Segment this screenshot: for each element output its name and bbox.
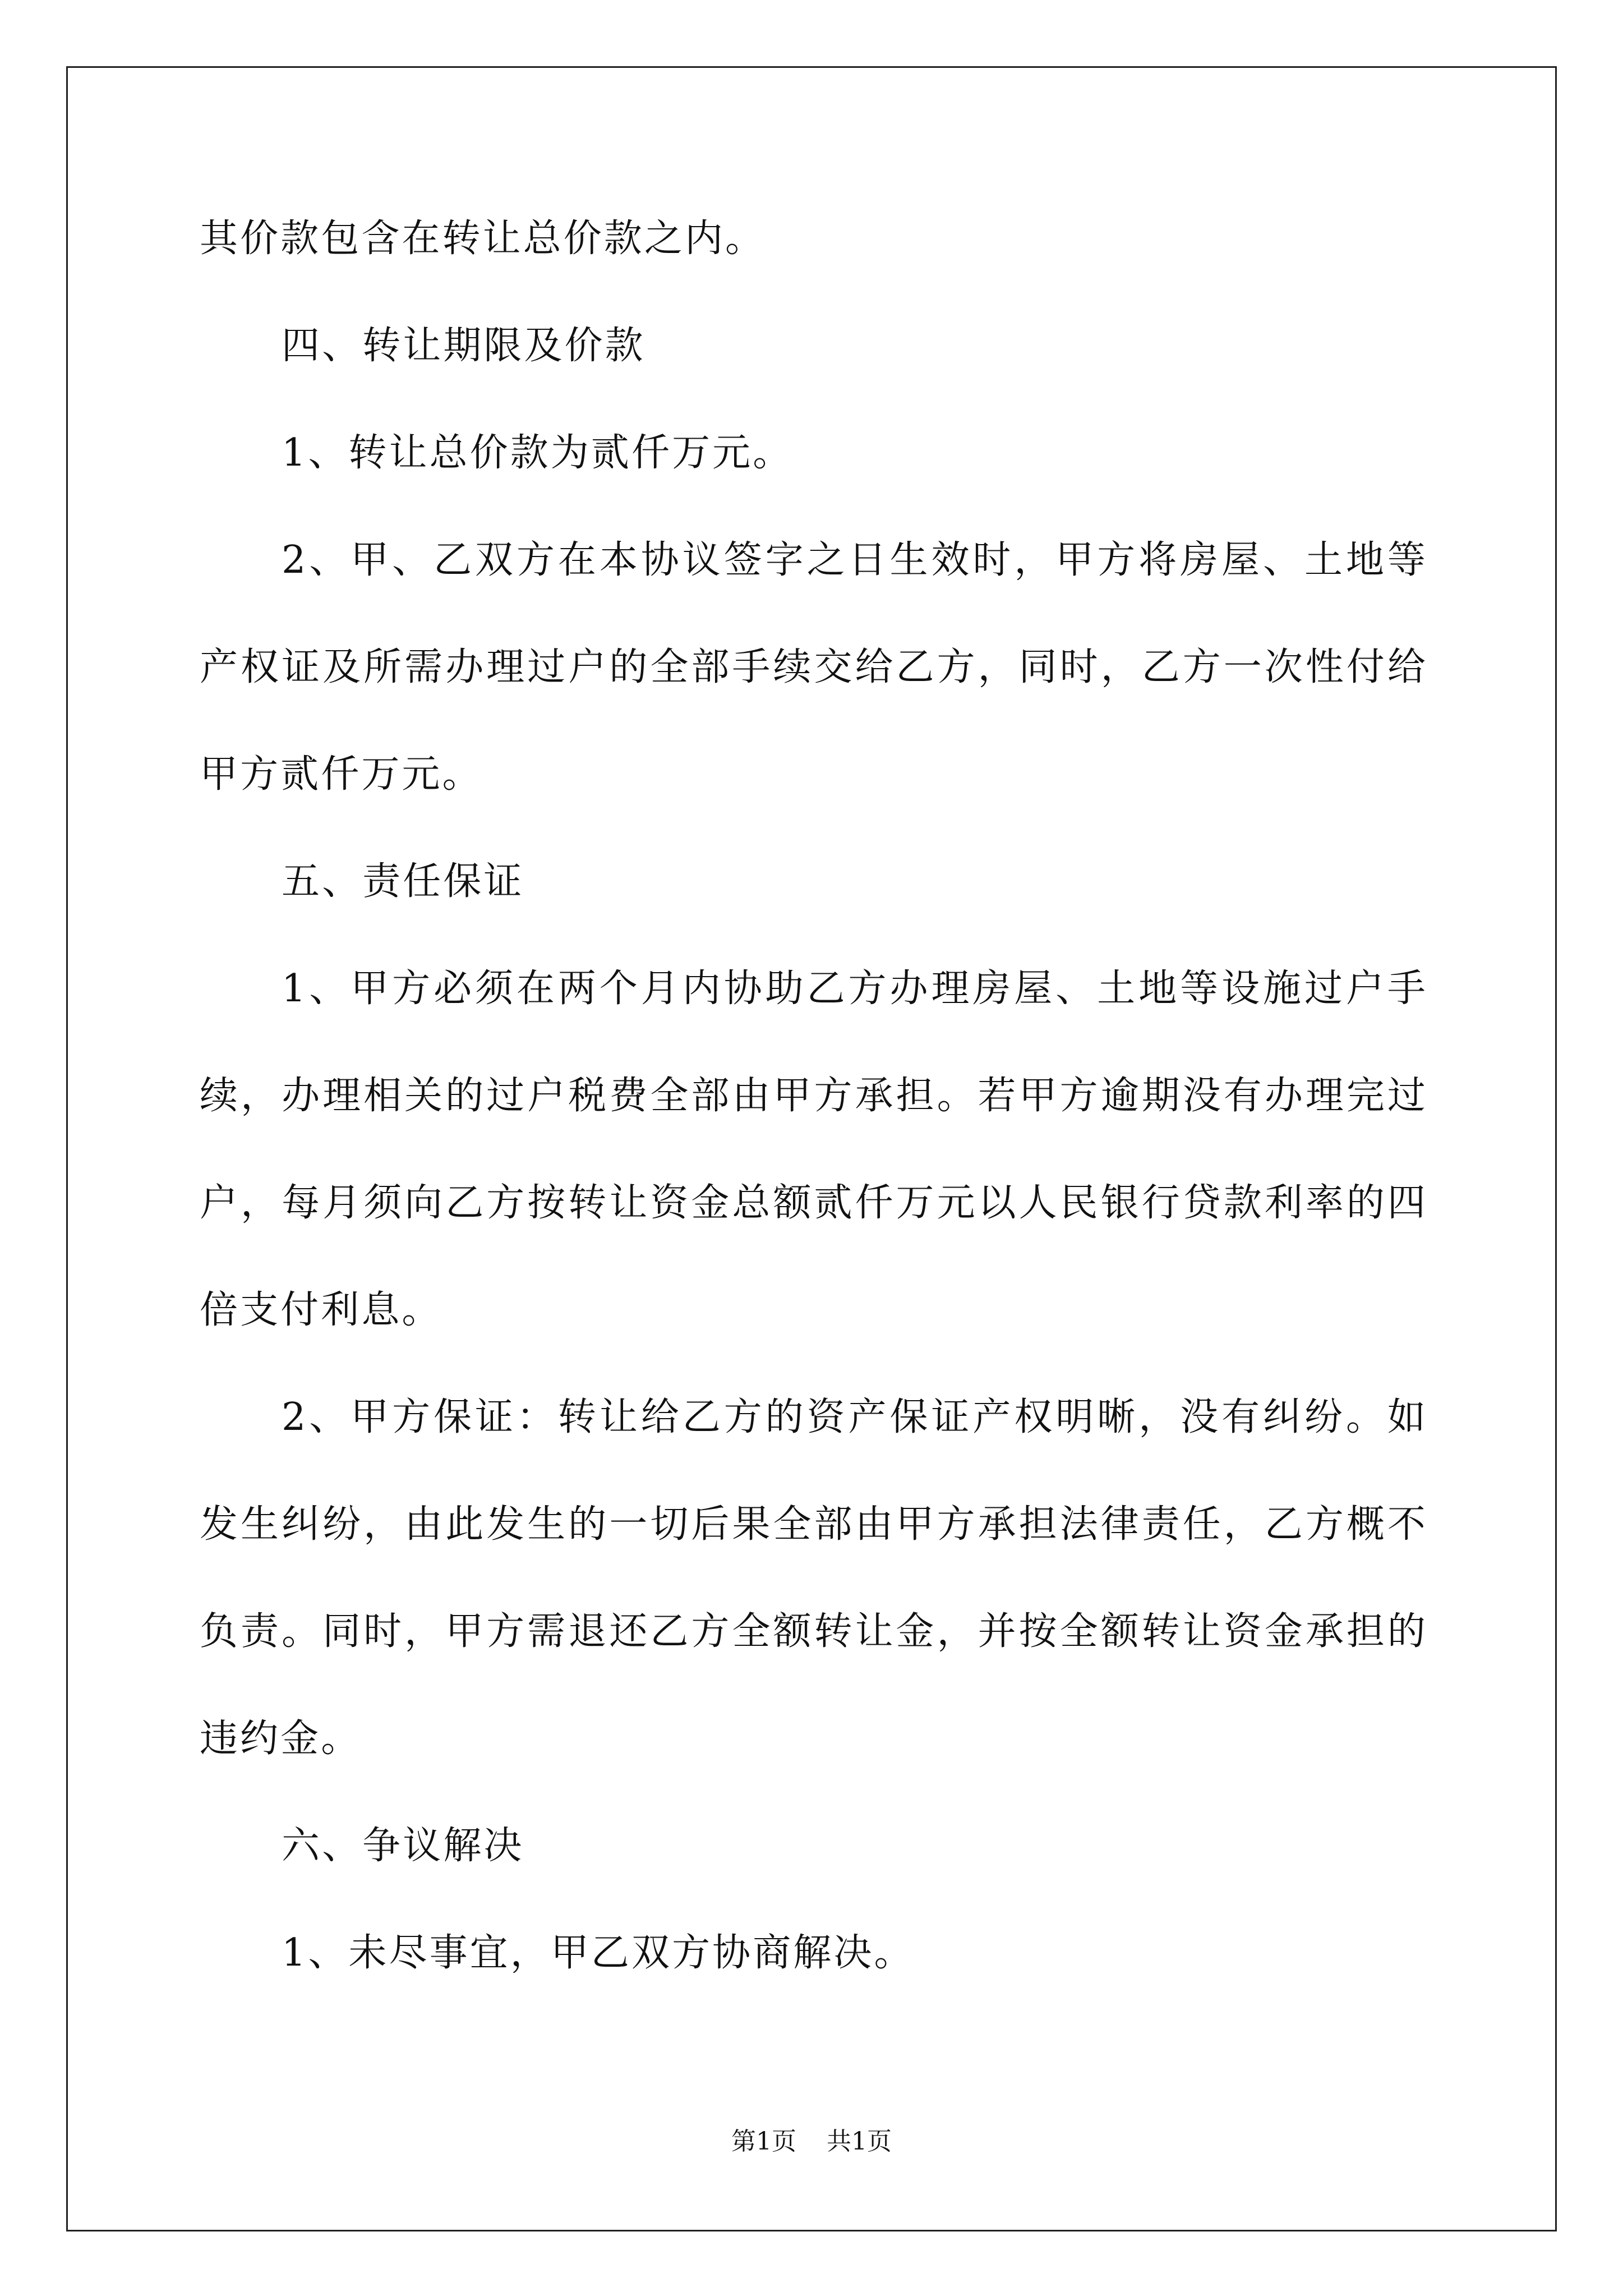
section-heading: 六、争议解决 [282, 1824, 524, 1868]
paragraph: 2、甲方保证：转让给乙方的资产保证产权明晰，没有纠纷。如发生纠纷，由此发生的一切后果全部由甲方承担法律责任，乙方概不负责。同时，甲方需退还乙方全额转让金，并按全额转让资金承担的违约金。 [200, 1395, 1428, 1761]
paragraph: 其价款包含在转让总价款之内。 [200, 217, 766, 261]
page-number: 第1页 [731, 2127, 796, 2156]
section-heading: 四、转让期限及价款 [282, 324, 645, 368]
paragraph: 1、转让总价款为贰仟万元。 [282, 431, 794, 475]
section-heading: 五、责任保证 [282, 859, 524, 904]
paragraph: 1、甲方必须在两个月内协助乙方办理房屋、土地等设施过户手续，办理相关的过户税费全部由甲方承担。若甲方逾期没有办理完过户，每月须向乙方按转让资金总额贰仟万元以人民银行贷款利率的四倍支付利息。 [200, 967, 1428, 1332]
page-total: 共1页 [827, 2127, 892, 2156]
page-footer [0, 2125, 1623, 2159]
document-body [200, 185, 1428, 2007]
paragraph: 2、甲、乙双方在本协议签字之日生效时，甲方将房屋、土地等产权证及所需办理过户的全部手续交给乙方，同时，乙方一次性付给甲方贰仟万元。 [200, 538, 1428, 797]
paragraph: 1、未尽事宜，甲乙双方协商解决。 [282, 1931, 915, 1975]
